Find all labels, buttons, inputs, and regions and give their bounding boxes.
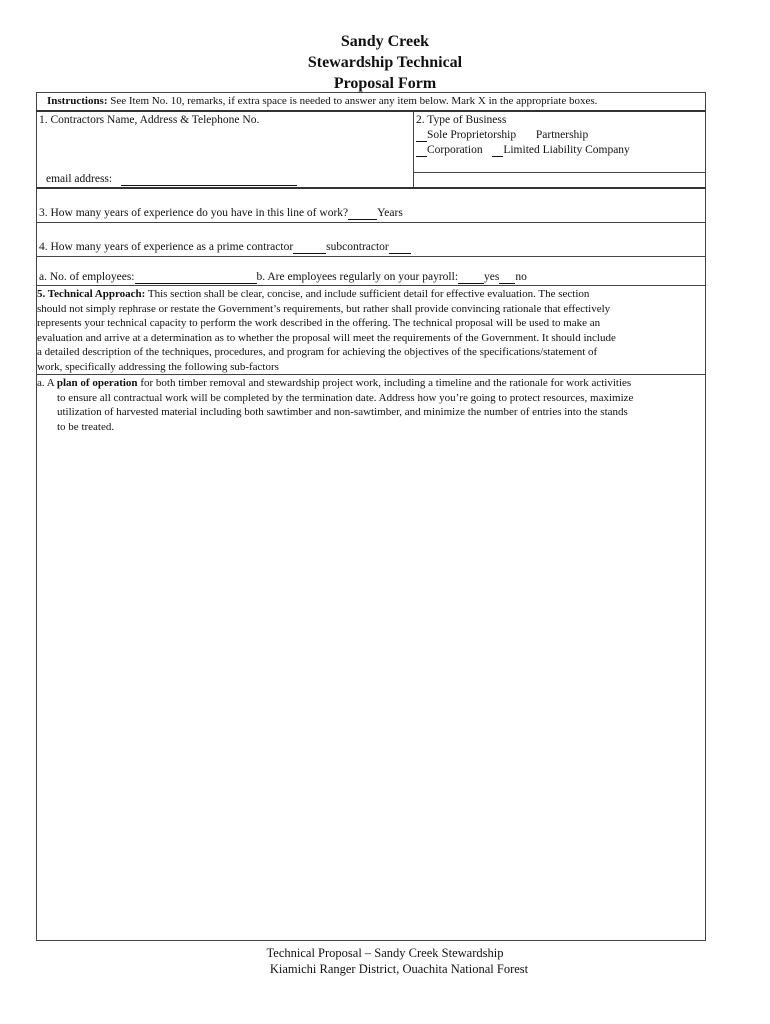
technical-approach-section (37, 287, 705, 375)
corporation-checkbox[interactable] (416, 144, 427, 157)
form-title-line3: Proposal Form (333, 75, 437, 92)
divider (413, 111, 414, 187)
subfactor-text: to be treated. (57, 420, 115, 433)
plan-of-operation-section (37, 376, 705, 434)
prime-years-field[interactable] (293, 241, 326, 254)
employees-label: a. No. of employees: (39, 271, 135, 283)
divider (36, 222, 706, 223)
item3-question: 3. How many years of experience do you have in this line of work? (39, 207, 349, 219)
employees-field[interactable] (135, 271, 257, 284)
email-label: email address: (46, 173, 113, 185)
subfactor-text: for both timber removal and stewardship project work, including a timeline and the rationale for work activities (137, 377, 632, 389)
sole-proprietorship-label: Sole Proprietorship (427, 129, 517, 141)
instructions-row (47, 95, 597, 107)
form-title-line2: Stewardship Technical (307, 54, 463, 71)
section5-text: This section shall be clear, concise, and include sufficient detail for effective evaluation. The section (145, 288, 590, 300)
years-label: Years (377, 207, 403, 219)
section5-text: a detailed description of the techniques, procedures, and program for achieving the objectives of the specifications/statement of (37, 346, 598, 359)
section5-text: work, specifically addressing the following sub-factors (37, 360, 279, 373)
subfactor-prefix: a. A (37, 377, 57, 389)
subcontractor-label: subcontractor (326, 241, 389, 253)
item1-label: 1. Contractors Name, Address & Telephone No. (39, 114, 260, 126)
item3-row (39, 207, 403, 220)
section5-text: represents your technical capacity to perform the work described in the offering. The technical proposal will be used to make an (37, 317, 601, 330)
divider (36, 187, 706, 189)
technical-approach-label: 5. Technical Approach: (37, 288, 146, 300)
payroll-yes-checkbox[interactable] (458, 271, 484, 284)
sub-years-field[interactable] (389, 241, 411, 254)
instructions-text: See Item No. 10, remarks, if extra space is needed to answer any item below. Mark X in the appropriate boxes. (110, 95, 598, 107)
llc-label: Limited Liability Company (503, 144, 630, 156)
section5-text: evaluation and arrive at a determination as to whether the proposal will meet the requirements of the Government. It should include (37, 331, 616, 344)
plan-of-operation-answer-area[interactable] (40, 440, 700, 935)
form-title-line1: Sandy Creek (340, 33, 430, 50)
llc-checkbox[interactable] (492, 144, 503, 157)
no-label: no (515, 271, 527, 283)
corporation-label: Corporation (427, 144, 483, 156)
divider (36, 374, 706, 375)
years-experience-field[interactable] (348, 207, 377, 220)
divider (414, 172, 706, 173)
subfactor-text: to ensure all contractual work will be completed by the termination date. Address how you’re going to protect resources, maximize (57, 391, 634, 404)
item2-label: 2. Type of Business (416, 114, 507, 126)
sole-proprietorship-checkbox[interactable] (416, 129, 427, 142)
payroll-no-checkbox[interactable] (499, 271, 515, 284)
subfactor-text: utilization of harvested material including both sawtimber and non-sawtimber, and minimize the number of entries into the stands (57, 406, 628, 419)
item2-row1 (416, 129, 588, 142)
item4-row (39, 241, 411, 254)
divider (36, 256, 706, 257)
divider (36, 285, 706, 286)
yes-label: yes (484, 271, 500, 283)
item2-row2 (416, 144, 630, 157)
footer-line1: Technical Proposal – Sandy Creek Stewardship (266, 946, 504, 960)
item4-question: 4. How many years of experience as a prime contractor (39, 241, 294, 253)
instructions-label: Instructions: (47, 95, 108, 107)
divider (36, 110, 706, 112)
item1-email-row (46, 173, 297, 186)
footer-line2: Kiamichi Ranger District, Ouachita National Forest (269, 962, 529, 976)
plan-of-operation-label: plan of operation (56, 377, 138, 389)
partnership-label[interactable]: Partnership (535, 129, 589, 141)
section5-text: should not simply rephrase or restate the Government’s requirements, but rather shall provide convincing rationale that effectively (37, 302, 611, 315)
email-field[interactable] (121, 173, 297, 186)
payroll-question: b. Are employees regularly on your payroll: (256, 271, 459, 283)
employees-row (39, 271, 527, 284)
